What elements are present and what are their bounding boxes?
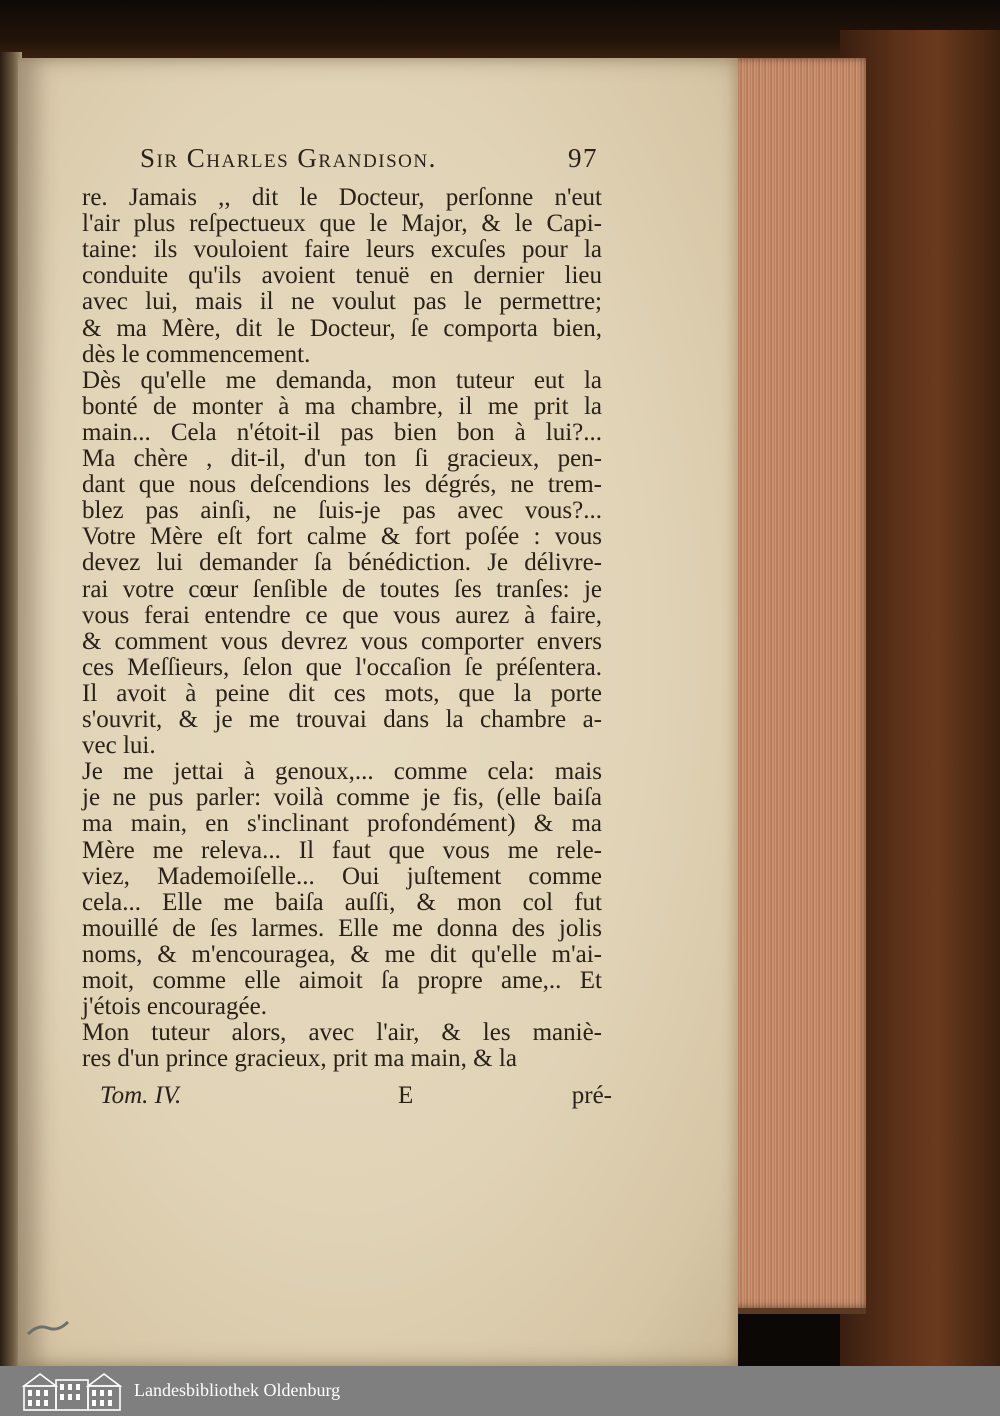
- text-line: moit, comme elle aimoit ſa propre ame,.. Et: [82, 967, 602, 994]
- text-line: j'étois encouragée.: [82, 993, 267, 1021]
- page-footer: [100, 1082, 612, 1112]
- text-line: Mon tuteur alors, avec l'air, & les maniè-: [82, 1019, 602, 1047]
- text-line: ma main, en s'inclinant profondément) & ma: [82, 810, 602, 838]
- text-line: Ma chère , dit-il, d'un ton ſi gracieux, pen-: [82, 445, 602, 472]
- text-line: res d'un prince gracieux, prit ma main, & la: [82, 1045, 517, 1073]
- text-line: taine: ils vouloient faire leurs excuſes pour la: [82, 236, 602, 264]
- ink-smudge-mark: [26, 1318, 70, 1340]
- text-line: Votre Mère eſt fort calme & fort poſée : vous: [82, 523, 602, 551]
- text-line: vous ferai entendre ce que vous aurez à faire,: [82, 601, 602, 629]
- running-head-title: Sir Charles Grandison.: [140, 143, 437, 173]
- page-number: 97: [568, 143, 598, 173]
- page-fore-edge: [732, 58, 866, 1314]
- text-line: devez lui demander ſa bénédiction. Je délivre-: [82, 549, 602, 577]
- text-line: avec lui, mais il ne voulut pas le permettre;: [82, 288, 602, 316]
- text-line: mouillé de ſes larmes. Elle me donna des jolis: [82, 914, 602, 942]
- running-head: [140, 143, 610, 183]
- text-line: & ma Mère, dit le Docteur, ſe comporta bien,: [82, 314, 602, 342]
- text-line: dant que nous deſcendions les dégrés, ne trem-: [82, 471, 602, 499]
- text-line: Il avoit à peine dit ces mots, que la porte: [82, 679, 602, 707]
- library-name: Landesbibliothek Oldenburg: [134, 1380, 341, 1400]
- text-line: viez, Mademoiſelle... Oui juſtement comme: [82, 862, 602, 890]
- text-line: rai votre cœur ſenſible de toutes ſes tranſes: je: [82, 575, 602, 603]
- text-line: conduite qu'ils avoient tenuë en dernier lieu: [82, 262, 602, 290]
- text-line: ces Meſſieurs, ſelon que l'occaſion ſe préſentera.: [82, 653, 602, 681]
- text-line: Mère me releva... Il faut que vous me rele-: [82, 836, 602, 864]
- text-line: main... Cela n'étoit-il pas bien bon à lui?...: [82, 418, 602, 446]
- text-line: dès le commencement.: [82, 340, 311, 368]
- text-line: bonté de monter à ma chambre, il me prit la: [82, 392, 602, 420]
- text-line: Dès qu'elle me demanda, mon tuteur eut la: [82, 366, 602, 394]
- text-line: je ne pus parler: voilà comme je fis, (elle baiſa: [82, 784, 602, 812]
- library-banner: [0, 1366, 1000, 1416]
- signature-letter: E: [398, 1082, 414, 1109]
- library-building-icon: [20, 1370, 124, 1412]
- text-line: blez pas ainſi, ne ſuis-je pas avec vous?...: [82, 497, 602, 525]
- text-line: noms, & m'encouragea, & me dit qu'elle m'ai-: [82, 940, 602, 968]
- signature-mark: Tom. IV.: [100, 1082, 182, 1109]
- text-line: Je me jettai à genoux,... comme cela: mais: [82, 758, 602, 786]
- text-line: re. Jamais ,, dit le Docteur, perſonne n'eut: [82, 184, 602, 211]
- text-line: l'air plus reſpectueux que le Major, & le Capi-: [82, 210, 602, 238]
- text-line: cela... Elle me baiſa auſſi, & mon col fut: [82, 888, 602, 916]
- catchword: pré-: [571, 1082, 612, 1109]
- text-line: s'ouvrit, & je me trouvai dans la chambre a-: [82, 706, 602, 733]
- text-line: vec lui.: [82, 732, 156, 760]
- text-line: & comment vous devrez vous comporter envers: [82, 627, 602, 655]
